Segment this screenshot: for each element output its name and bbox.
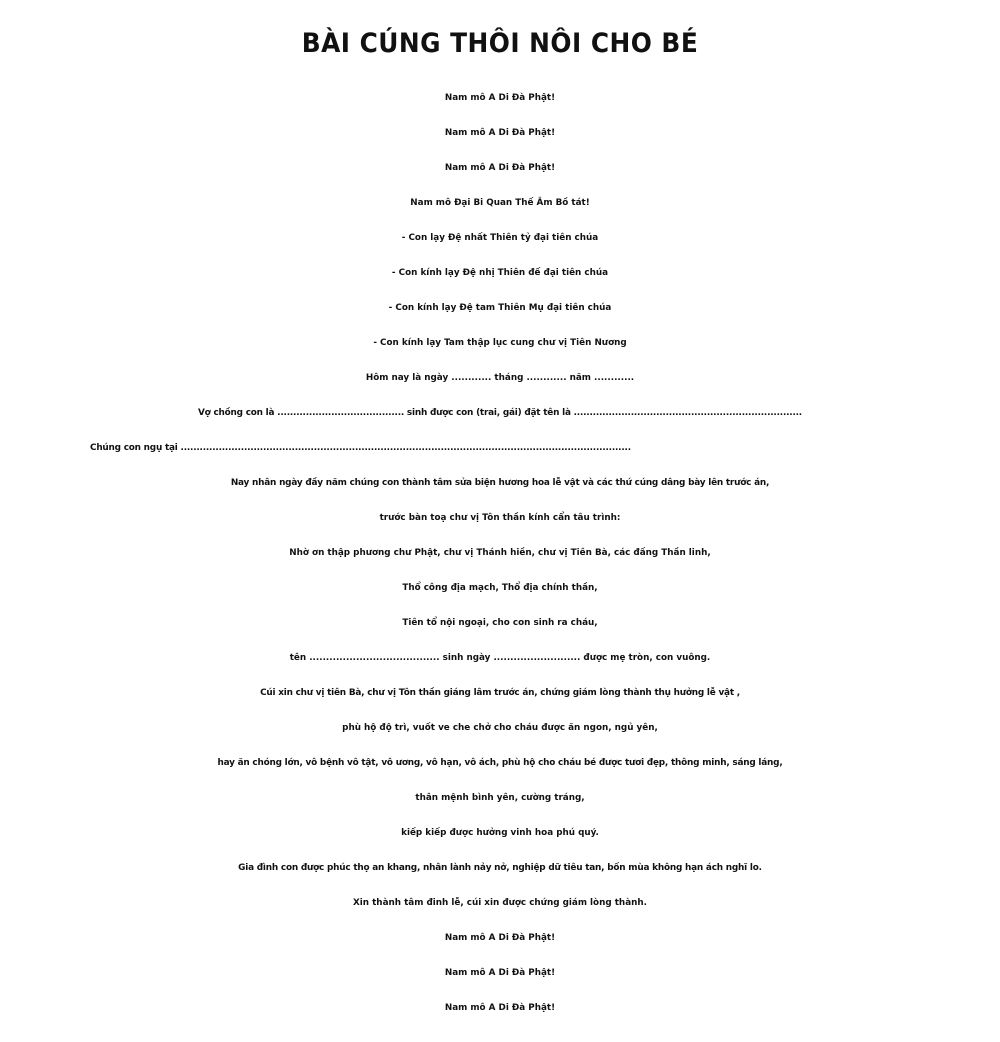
prayer-line: trước bàn toạ chư vị Tôn thần kính cẩn tâu trình: bbox=[379, 513, 621, 523]
prayer-line: - Con kính lạy Đệ tam Thiên Mụ đại tiên chúa bbox=[388, 303, 612, 313]
prayer-line: Nam mô A Di Đà Phật! bbox=[444, 93, 556, 103]
prayer-line: - Con kính lạy Tam thập lục cung chư vị Tiên Nương bbox=[373, 338, 627, 348]
document-title: BÀI CÚNG THÔI NÔI CHO BÉ bbox=[301, 28, 699, 59]
prayer-line: Nam mô A Di Đà Phật! bbox=[444, 1003, 556, 1013]
prayer-line: Thổ công địa mạch, Thổ địa chính thần, bbox=[402, 583, 598, 593]
prayer-line: Nam mô A Di Đà Phật! bbox=[444, 933, 556, 943]
prayer-line: - Con lạy Đệ nhất Thiên tỷ đại tiên chúa bbox=[401, 233, 599, 243]
prayer-line: Nam mô A Di Đà Phật! bbox=[444, 968, 556, 978]
prayer-line: Tiên tổ nội ngoại, cho con sinh ra cháu, bbox=[402, 618, 598, 628]
prayer-line: thân mệnh bình yên, cường tráng, bbox=[415, 793, 585, 803]
prayer-line: Nam mô A Di Đà Phật! bbox=[444, 163, 556, 173]
prayer-line: Nam mô Đại Bi Quan Thế Âm Bồ tát! bbox=[410, 198, 590, 208]
prayer-line: - Con kính lạy Đệ nhị Thiên đế đại tiên chúa bbox=[391, 268, 609, 278]
prayer-line: Vợ chồng con là ........................................ sinh được con (trai, gái) đặt tên là ........................................................................ bbox=[198, 408, 802, 418]
prayer-line: hay ăn chóng lớn, vô bệnh vô tật, vô ương, vô hạn, vô ách, phù hộ cho cháu bé được tươi đẹp, thông minh, sáng láng, bbox=[217, 758, 783, 768]
prayer-line: kiếp kiếp được hưởng vinh hoa phú quý. bbox=[401, 828, 599, 838]
prayer-line: Chúng con ngụ tại .............................................................................................................................................. bbox=[90, 443, 631, 453]
prayer-line: phù hộ độ trì, vuốt ve che chở cho cháu được ăn ngon, ngủ yên, bbox=[342, 723, 658, 733]
prayer-text bbox=[0, 81, 1000, 1026]
prayer-line: Xin thành tâm đinh lễ, cúi xin được chứng giám lòng thành. bbox=[352, 898, 647, 908]
prayer-line: Hôm nay là ngày ............ tháng ............ năm ............ bbox=[365, 373, 635, 383]
prayer-line: Nay nhân ngày đầy năm chúng con thành tâm sửa biện hương hoa lễ vật và các thứ cúng dâng bày lên trước án, bbox=[230, 478, 770, 488]
prayer-line: Nam mô A Di Đà Phật! bbox=[444, 128, 556, 138]
prayer-line: tên ....................................... sinh ngày .......................... được mẹ tròn, con vuông. bbox=[289, 653, 711, 663]
prayer-line: Gia đình con được phúc thọ an khang, nhân lành nảy nở, nghiệp dữ tiêu tan, bốn mùa không hạn ách nghĩ lo. bbox=[238, 863, 762, 873]
prayer-line: Nhờ ơn thập phương chư Phật, chư vị Thánh hiền, chư vị Tiên Bà, các đấng Thần linh, bbox=[289, 548, 711, 558]
prayer-line: Cúi xin chư vị tiên Bà, chư vị Tôn thần giáng lâm trước án, chứng giám lòng thành thụ hưởng lễ vật , bbox=[260, 688, 740, 698]
